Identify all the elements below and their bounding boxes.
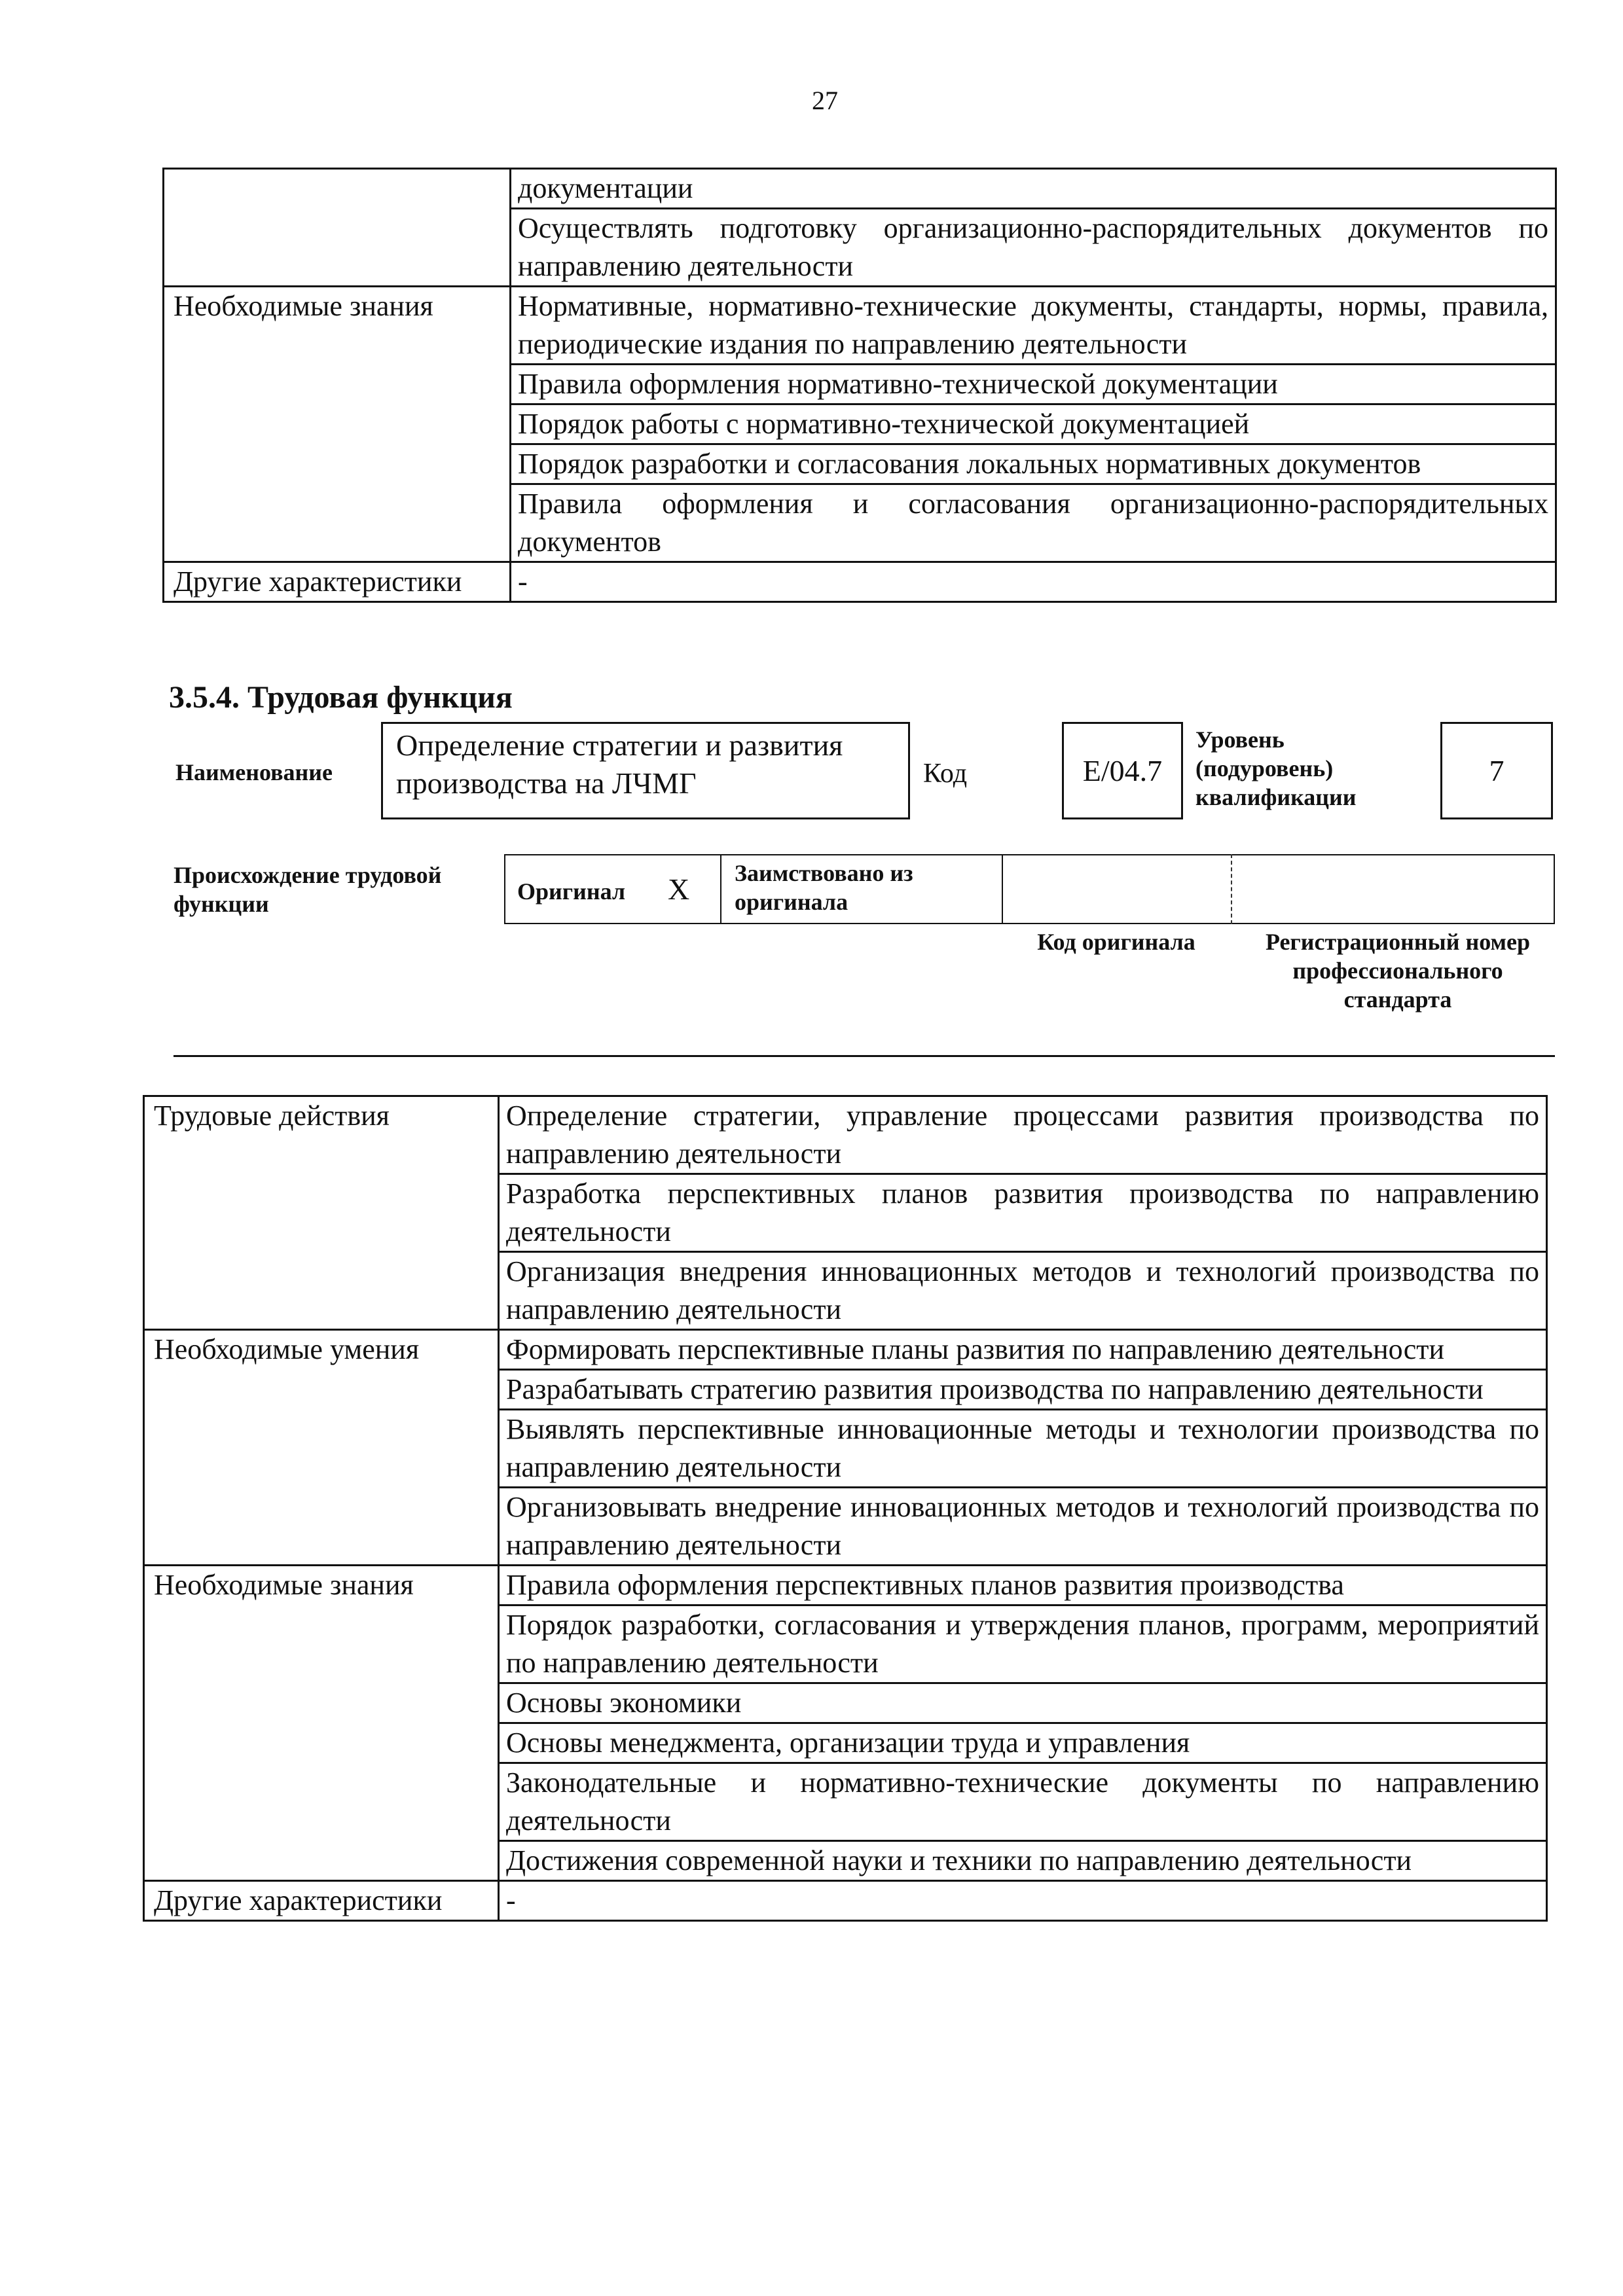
list-item: Правила оформления перспективных планов развития производства [499, 1566, 1547, 1605]
table-1 [162, 168, 1557, 603]
table-2 [143, 1095, 1548, 1922]
code-value: E/04.7 [1082, 753, 1163, 787]
table-row [164, 287, 1556, 365]
list-item: Основы экономики [499, 1683, 1547, 1723]
row-label: Другие характеристики [164, 562, 511, 602]
list-item: Осуществлять подготовку организационно-распорядительных документов по направлению деятельности [511, 209, 1556, 287]
table-row [144, 1330, 1547, 1370]
name-value-box [381, 722, 910, 819]
row-label: Трудовые действия [144, 1096, 499, 1330]
list-item: Порядок разработки и согласования локальных нормативных документов [511, 444, 1556, 484]
list-item: Нормативные, нормативно-технические документы, стандарты, нормы, правила, периодические издания по направлению деятельности [511, 287, 1556, 365]
section-heading: 3.5.4. Трудовая функция [169, 680, 513, 715]
list-item: Выявлять перспективные инновационные методы и технологии производства по направлению деятельности [499, 1410, 1547, 1488]
borrowed-label: Заимствовано из оригинала [735, 860, 913, 915]
table-row [164, 562, 1556, 602]
page-number: 27 [812, 86, 838, 115]
list-item: Порядок работы с нормативно-технической документацией [511, 404, 1556, 444]
code-value-box [1062, 722, 1183, 819]
list-item: Организовывать внедрение инновационных методов и технологий производства по направлению деятельности [499, 1488, 1547, 1566]
divider-line [173, 1055, 1555, 1057]
level-label: Уровень (подуровень) квалификации [1195, 726, 1357, 810]
row-label: Другие характеристики [144, 1881, 499, 1921]
list-item: - [499, 1881, 1547, 1921]
origin-divider [1231, 854, 1232, 924]
table-row [144, 1096, 1547, 1174]
list-item: Правила оформления и согласования организационно-распорядительных документов [511, 484, 1556, 562]
level-value: 7 [1489, 753, 1504, 787]
name-value: Определение стратегии и развития производства на ЛЧМГ [396, 728, 843, 800]
list-item: Основы менеджмента, организации труда и управления [499, 1723, 1547, 1763]
list-item: Достижения современной науки и техники по направлению деятельности [499, 1841, 1547, 1881]
list-item: Определение стратегии, управление процессами развития производства по направлению деятельности [499, 1096, 1547, 1174]
list-item: Порядок разработки, согласования и утверждения планов, программ, мероприятий по направлению деятельности [499, 1605, 1547, 1683]
row-label: Необходимые знания [144, 1566, 499, 1881]
table-row [144, 1881, 1547, 1921]
origin-divider [720, 854, 721, 924]
level-value-box [1440, 722, 1553, 819]
code-label: Код [923, 759, 968, 789]
origin-row [504, 854, 1555, 924]
origin-label: Происхождение трудовой функции [173, 862, 442, 917]
table-row [144, 1566, 1547, 1605]
list-item: Разрабатывать стратегию развития производства по направлению деятельности [499, 1370, 1547, 1410]
list-item: документации [511, 169, 1556, 209]
original-code-caption: Код оригинала [1037, 929, 1195, 955]
original-label: Оригинал [517, 878, 626, 905]
list-item: - [511, 562, 1556, 602]
row-label [164, 169, 511, 287]
original-mark: X [668, 872, 690, 906]
reg-number-caption: Регистрационный номер профессионального стандарта [1265, 929, 1531, 1013]
list-item: Организация внедрения инновационных методов и технологий производства по направлению деятельности [499, 1252, 1547, 1330]
list-item: Законодательные и нормативно-технические документы по направлению деятельности [499, 1763, 1547, 1841]
origin-divider [1002, 854, 1003, 924]
list-item: Разработка перспективных планов развития производства по направлению деятельности [499, 1174, 1547, 1252]
row-label: Необходимые умения [144, 1330, 499, 1566]
list-item: Правила оформления нормативно-технической документации [511, 365, 1556, 404]
table-row [164, 169, 1556, 209]
name-label: Наименование [175, 759, 333, 785]
row-label: Необходимые знания [164, 287, 511, 562]
list-item: Формировать перспективные планы развития по направлению деятельности [499, 1330, 1547, 1370]
